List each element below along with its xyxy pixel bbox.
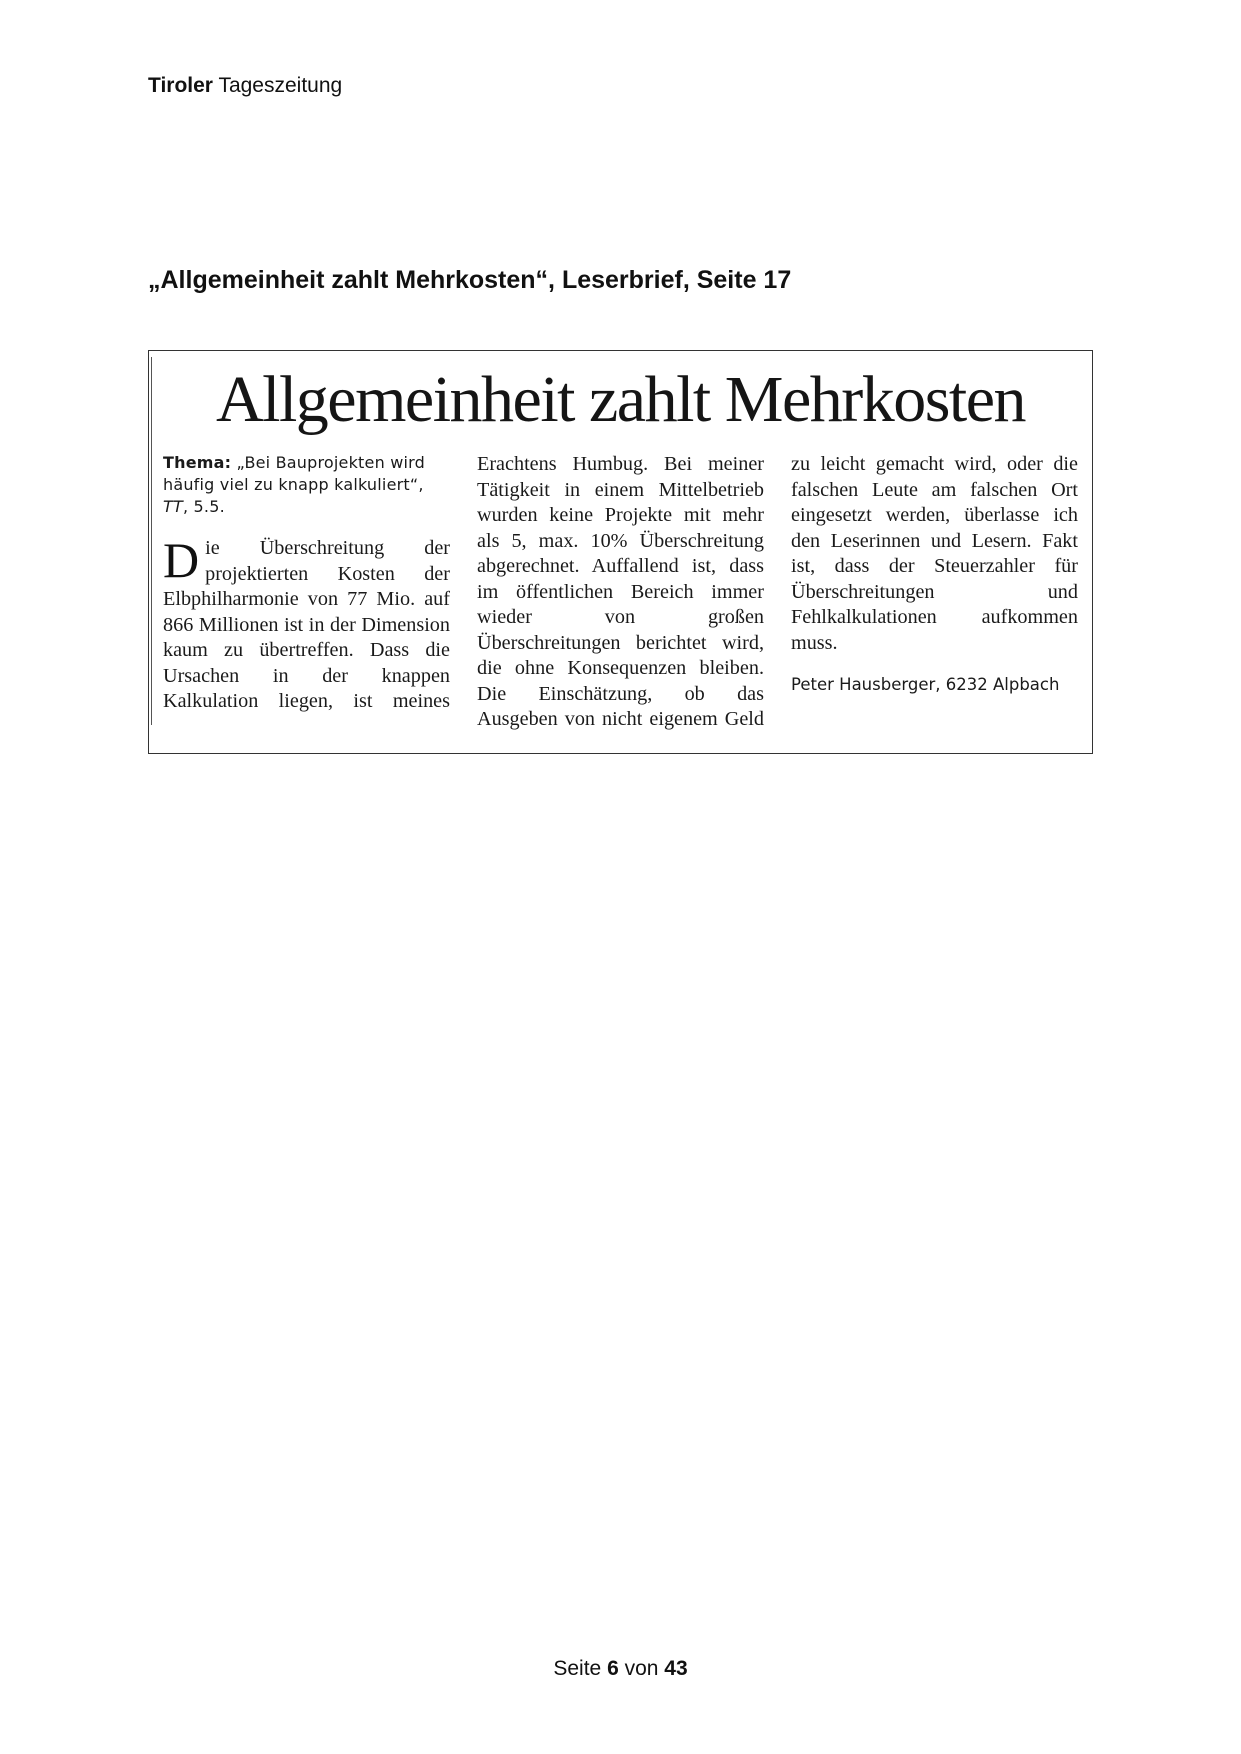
topic-line bbox=[163, 452, 450, 518]
footer-prefix: Seite bbox=[553, 1657, 602, 1680]
paragraph-1: ie Überschreitung der projektierten Kosten der Elbphilharmonie von 77 Mio. auf 866 Millionen ist in der Dimension kaum zu übertreffen. Dass die Ursachen in der knappen Kalkulation liegen, ist meines Erachtens Humbug. Bei meiner Tätigkeit in einem Mittelbetrieb wurden keine Projekte mit mehr als 5, max. 10% Überschreitung abgerechnet. Auffallend ist, dass im öffentlichen Bereich immer wieder von großen Überschreitungen berichtet wird, die ohne Konsequenzen bleiben. bbox=[163, 453, 764, 712]
publication-name-bold: Tiroler bbox=[148, 74, 213, 97]
topic-date: , 5.5. bbox=[182, 497, 225, 516]
footer-separator: von bbox=[624, 1657, 659, 1680]
paragraph-2: Die Einschätzung, ob das Ausgeben von nicht eigenem Geld zu leicht gemacht wird, oder die falschen Leute am falschen Ort eingesetzt werden, überlasse ich den Leserinnen und Lesern. Fakt ist, dass der Steuerzahler für Überschreitungen und Fehlkalkulationen aufkommen muss. bbox=[477, 453, 1078, 730]
footer-total-pages: 43 bbox=[664, 1657, 688, 1680]
publication-name-rest: Tageszeitung bbox=[218, 74, 343, 97]
page-footer bbox=[0, 1657, 1241, 1681]
topic-text: „Bei Bauprojekten wird häufig viel zu knapp kalkuliert“, bbox=[163, 453, 425, 494]
publication-name bbox=[148, 74, 342, 98]
clipping-title: Allgemeinheit zahlt Mehrkosten bbox=[215, 363, 1026, 436]
letter-signature: Peter Hausberger, 6232 Alpbach bbox=[791, 675, 1060, 694]
footer-current-page: 6 bbox=[607, 1657, 619, 1680]
drop-cap: D bbox=[163, 532, 200, 588]
clipping-column-1 bbox=[163, 452, 1078, 737]
newspaper-clipping bbox=[148, 350, 1093, 754]
topic-source: TT bbox=[163, 497, 183, 516]
document-heading: „Allgemeinheit zahlt Mehrkosten“, Leserbrief, Seite 17 bbox=[148, 266, 792, 294]
topic-label: Thema: bbox=[163, 453, 232, 472]
